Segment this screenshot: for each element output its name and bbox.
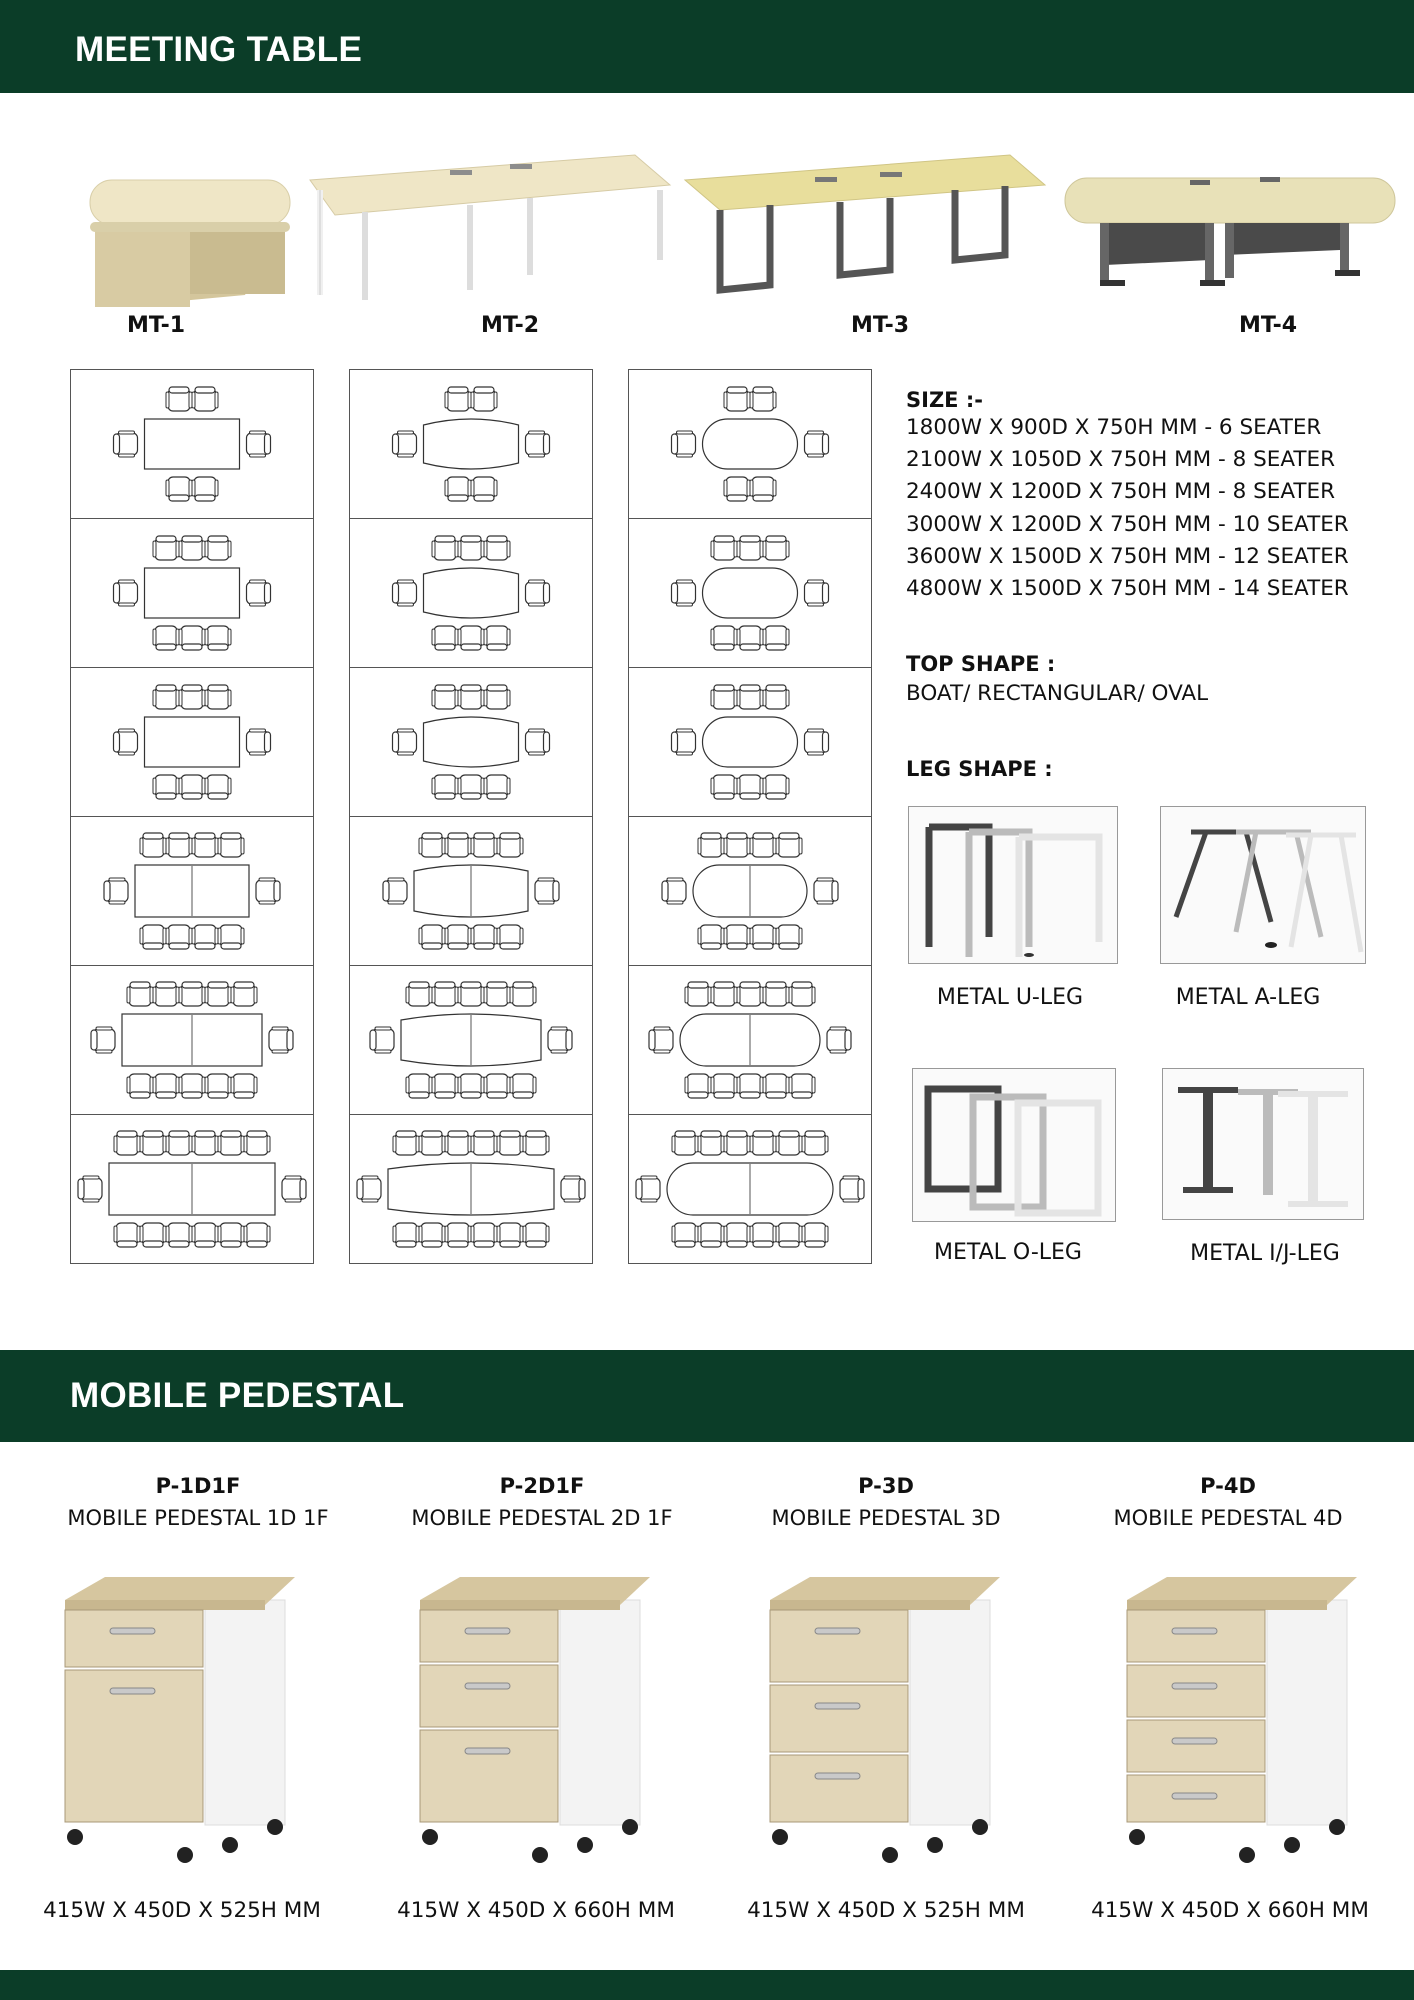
chair-icon xyxy=(510,1074,536,1098)
chair-icon xyxy=(662,878,686,904)
chair-icon xyxy=(192,833,218,857)
chair-icon xyxy=(523,1223,549,1247)
table-top-shape xyxy=(424,568,519,618)
chair-icon xyxy=(445,833,471,857)
pedestal-name: MOBILE PEDESTAL 3D xyxy=(771,1506,1001,1530)
chair-icon xyxy=(445,477,471,501)
seating-layout-cell xyxy=(628,1114,872,1264)
chair-icon xyxy=(419,1223,445,1247)
caster-wheel xyxy=(622,1819,638,1835)
seating-layout-cell xyxy=(70,518,314,668)
pedestal-image-p-1d1f xyxy=(60,1575,310,1869)
chair-icon xyxy=(497,1223,523,1247)
chair-icon xyxy=(458,685,484,709)
chair-icon xyxy=(393,431,417,457)
metal-ij-leg-image xyxy=(1162,1068,1364,1220)
table-top-shape xyxy=(703,419,798,469)
chair-icon xyxy=(763,536,789,560)
chair-icon xyxy=(763,982,789,1006)
top-shape-spec xyxy=(906,652,1208,710)
chair-icon xyxy=(432,685,458,709)
seating-layout-cell xyxy=(349,369,593,519)
chair-icon xyxy=(127,1074,153,1098)
mobile-pedestal-header xyxy=(0,1350,1414,1442)
pedestal-dimensions: 415W X 450D X 525H MM xyxy=(43,1898,321,1923)
table-top-shape xyxy=(145,717,240,767)
chair-icon xyxy=(218,925,244,949)
drawer-handle xyxy=(1172,1738,1217,1744)
size-heading: SIZE :- xyxy=(906,388,983,412)
chair-icon xyxy=(497,1131,523,1155)
chair-icon xyxy=(827,1027,851,1053)
pedestal-image-p-4d xyxy=(1122,1575,1372,1869)
chair-icon xyxy=(471,925,497,949)
chair-icon xyxy=(247,431,271,457)
chair-icon xyxy=(711,626,737,650)
chair-icon xyxy=(419,1131,445,1155)
chair-icon xyxy=(282,1176,306,1202)
chair-icon xyxy=(789,982,815,1006)
chair-icon xyxy=(114,729,138,755)
chair-icon xyxy=(737,536,763,560)
mt-3-image xyxy=(680,150,1050,300)
metal-o-leg-image xyxy=(912,1068,1116,1222)
chair-icon xyxy=(750,925,776,949)
pedestal-name: MOBILE PEDESTAL 2D 1F xyxy=(411,1506,673,1530)
caster-wheel xyxy=(1129,1829,1145,1845)
chair-icon xyxy=(445,1131,471,1155)
chair-icon xyxy=(192,925,218,949)
caster-wheel xyxy=(1239,1847,1255,1863)
size-spec xyxy=(906,388,1349,605)
chair-icon xyxy=(526,580,550,606)
seating-layout-cell xyxy=(628,816,872,966)
table-top-shape xyxy=(145,568,240,618)
chair-icon xyxy=(484,536,510,560)
model-label-mt-2: MT-2 xyxy=(480,313,540,338)
seating-layout-cell xyxy=(628,965,872,1115)
chair-icon xyxy=(140,1131,166,1155)
chair-icon xyxy=(484,626,510,650)
chair-icon xyxy=(205,685,231,709)
model-label-mt-4: MT-4 xyxy=(1238,313,1298,338)
caster-wheel xyxy=(927,1837,943,1853)
leg-shape-spec xyxy=(906,757,1053,781)
chair-icon xyxy=(114,431,138,457)
chair-icon xyxy=(724,477,750,501)
seating-layout-cell xyxy=(70,667,314,817)
drawer-handle xyxy=(1172,1793,1217,1799)
chair-icon xyxy=(737,775,763,799)
chair-icon xyxy=(166,925,192,949)
chair-icon xyxy=(218,833,244,857)
leg-label-u: METAL U-LEG xyxy=(936,985,1084,1010)
chair-icon xyxy=(205,1074,231,1098)
chair-icon xyxy=(526,729,550,755)
chair-icon xyxy=(458,775,484,799)
leg-label-o: METAL O-LEG xyxy=(934,1240,1082,1265)
pedestal-code: P-4D xyxy=(1200,1474,1256,1498)
caster-wheel xyxy=(177,1847,193,1863)
chair-icon xyxy=(750,833,776,857)
chair-icon xyxy=(737,1074,763,1098)
seating-layout-cell xyxy=(70,369,314,519)
drawer-handle xyxy=(815,1628,860,1634)
chair-icon xyxy=(685,982,711,1006)
chair-icon xyxy=(393,1131,419,1155)
caster-wheel xyxy=(577,1837,593,1853)
caster-wheel xyxy=(532,1847,548,1863)
drawer-front xyxy=(420,1665,558,1727)
meeting-table-title: MEETING TABLE xyxy=(75,30,363,69)
chair-icon xyxy=(127,982,153,1006)
chair-icon xyxy=(205,536,231,560)
chair-icon xyxy=(724,1131,750,1155)
seating-layout-cell xyxy=(349,816,593,966)
seating-layout-cell xyxy=(349,1114,593,1264)
chair-icon xyxy=(814,878,838,904)
chair-icon xyxy=(393,580,417,606)
chair-icon xyxy=(153,775,179,799)
chair-icon xyxy=(432,1074,458,1098)
leg-label-a: METAL A-LEG xyxy=(1175,985,1321,1010)
chair-icon xyxy=(763,775,789,799)
chair-icon xyxy=(247,729,271,755)
chair-icon xyxy=(776,833,802,857)
chair-icon xyxy=(458,982,484,1006)
caster-wheel xyxy=(67,1829,83,1845)
chair-icon xyxy=(218,1131,244,1155)
footer-band xyxy=(0,1970,1414,2000)
model-label-mt-1: MT-1 xyxy=(126,313,186,338)
mobile-pedestal-title: MOBILE PEDESTAL xyxy=(70,1376,405,1415)
chair-icon xyxy=(383,878,407,904)
drawer-front xyxy=(1127,1720,1265,1772)
table-top-shape xyxy=(703,717,798,767)
chair-icon xyxy=(458,1074,484,1098)
meeting-table-header xyxy=(0,0,1414,93)
chair-icon xyxy=(419,925,445,949)
pedestal-dimensions: 415W X 450D X 660H MM xyxy=(397,1898,675,1923)
chair-icon xyxy=(672,580,696,606)
chair-icon xyxy=(140,833,166,857)
seating-layout-cell xyxy=(628,667,872,817)
chair-icon xyxy=(724,833,750,857)
chair-icon xyxy=(750,1131,776,1155)
pedestal-dimensions: 415W X 450D X 660H MM xyxy=(1091,1898,1369,1923)
chair-icon xyxy=(192,387,218,411)
chair-icon xyxy=(805,580,829,606)
drawer-handle xyxy=(465,1628,510,1634)
chair-icon xyxy=(526,431,550,457)
pedestal-code: P-2D1F xyxy=(499,1474,585,1498)
drawer-front xyxy=(1127,1665,1265,1717)
chair-icon xyxy=(763,685,789,709)
chair-icon xyxy=(179,685,205,709)
chair-icon xyxy=(114,1131,140,1155)
chair-icon xyxy=(153,626,179,650)
layout-column-oval xyxy=(628,370,872,1264)
chair-icon xyxy=(192,1223,218,1247)
caster-wheel xyxy=(1284,1837,1300,1853)
pedestal-name: MOBILE PEDESTAL 1D 1F xyxy=(67,1506,329,1530)
chair-icon xyxy=(114,580,138,606)
drawer-handle xyxy=(465,1748,510,1754)
chair-icon xyxy=(471,1131,497,1155)
pedestal-code: P-3D xyxy=(858,1474,914,1498)
chair-icon xyxy=(737,982,763,1006)
chair-icon xyxy=(471,477,497,501)
chair-icon xyxy=(484,1074,510,1098)
size-line: 1800W X 900D X 750H MM - 6 SEATER xyxy=(906,415,1322,440)
chair-icon xyxy=(179,775,205,799)
model-label-mt-3: MT-3 xyxy=(850,313,910,338)
chair-icon xyxy=(179,536,205,560)
chair-icon xyxy=(370,1027,394,1053)
chair-icon xyxy=(179,1074,205,1098)
chair-icon xyxy=(140,1223,166,1247)
top-shape-heading: TOP SHAPE : xyxy=(906,652,1056,676)
chair-icon xyxy=(432,536,458,560)
caster-wheel xyxy=(422,1829,438,1845)
chair-icon xyxy=(737,685,763,709)
mt-4-image xyxy=(1060,150,1400,300)
pedestal-dimensions: 415W X 450D X 525H MM xyxy=(747,1898,1025,1923)
chair-icon xyxy=(649,1027,673,1053)
chair-icon xyxy=(205,775,231,799)
seating-layout-cell xyxy=(349,518,593,668)
chair-icon xyxy=(497,925,523,949)
chair-icon xyxy=(104,878,128,904)
chair-icon xyxy=(406,982,432,1006)
chair-icon xyxy=(471,833,497,857)
chair-icon xyxy=(471,387,497,411)
chair-icon xyxy=(484,775,510,799)
chair-icon xyxy=(247,580,271,606)
drawer-front xyxy=(770,1755,908,1822)
chair-icon xyxy=(153,536,179,560)
chair-icon xyxy=(192,1131,218,1155)
chair-icon xyxy=(218,1223,244,1247)
drawer-handle xyxy=(815,1703,860,1709)
drawer-front xyxy=(1127,1610,1265,1662)
chair-icon xyxy=(406,1074,432,1098)
layout-column-rectangular xyxy=(70,370,314,1264)
drawer-front xyxy=(770,1685,908,1752)
chair-icon xyxy=(724,925,750,949)
seating-layout-cell xyxy=(70,965,314,1115)
seating-layout-cell xyxy=(628,518,872,668)
table-top-shape xyxy=(424,717,519,767)
chair-icon xyxy=(698,833,724,857)
pedestal-code: P-1D1F xyxy=(155,1474,241,1498)
table-top-shape xyxy=(703,568,798,618)
chair-icon xyxy=(636,1176,660,1202)
chair-icon xyxy=(458,536,484,560)
chair-icon xyxy=(231,982,257,1006)
chair-icon xyxy=(471,1223,497,1247)
chair-icon xyxy=(205,626,231,650)
table-top-shape xyxy=(145,419,240,469)
chair-icon xyxy=(484,982,510,1006)
caster-wheel xyxy=(222,1837,238,1853)
chair-icon xyxy=(763,626,789,650)
chair-icon xyxy=(497,833,523,857)
chair-icon xyxy=(805,431,829,457)
chair-icon xyxy=(205,982,231,1006)
seating-layout-cell xyxy=(70,816,314,966)
drawer-handle xyxy=(815,1773,860,1779)
chair-icon xyxy=(789,1074,815,1098)
chair-icon xyxy=(153,982,179,1006)
chair-icon xyxy=(432,982,458,1006)
chair-icon xyxy=(711,1074,737,1098)
chair-icon xyxy=(535,878,559,904)
chair-icon xyxy=(672,431,696,457)
chair-icon xyxy=(179,626,205,650)
chair-icon xyxy=(269,1027,293,1053)
drawer-handle xyxy=(465,1683,510,1689)
caster-wheel xyxy=(972,1819,988,1835)
chair-icon xyxy=(393,1223,419,1247)
caster-wheel xyxy=(882,1847,898,1863)
chair-icon xyxy=(357,1176,381,1202)
chair-icon xyxy=(445,925,471,949)
table-top-shape xyxy=(424,419,519,469)
chair-icon xyxy=(711,685,737,709)
chair-icon xyxy=(548,1027,572,1053)
chair-icon xyxy=(672,1131,698,1155)
chair-icon xyxy=(419,833,445,857)
chair-icon xyxy=(231,1074,257,1098)
size-line: 2400W X 1200D X 750H MM - 8 SEATER xyxy=(906,479,1336,505)
chair-icon xyxy=(166,1131,192,1155)
drawer-handle xyxy=(110,1688,155,1694)
top-shape-value: BOAT/ RECTANGULAR/ OVAL xyxy=(906,681,1209,706)
chair-icon xyxy=(166,1223,192,1247)
pedestal-image-p-2d1f xyxy=(415,1575,665,1869)
drawer-handle xyxy=(1172,1683,1217,1689)
drawer-front xyxy=(770,1610,908,1682)
chair-icon xyxy=(776,1223,802,1247)
metal-u-leg-image xyxy=(908,806,1118,964)
layout-column-boat xyxy=(349,370,593,1264)
chair-icon xyxy=(711,982,737,1006)
chair-icon xyxy=(393,729,417,755)
chair-icon xyxy=(737,626,763,650)
drawer-front xyxy=(420,1610,558,1662)
leg-shape-heading: LEG SHAPE : xyxy=(906,757,1053,781)
chair-icon xyxy=(711,536,737,560)
chair-icon xyxy=(724,1223,750,1247)
chair-icon xyxy=(510,982,536,1006)
chair-icon xyxy=(802,1223,828,1247)
chair-icon xyxy=(445,387,471,411)
chair-icon xyxy=(750,1223,776,1247)
chair-icon xyxy=(244,1131,270,1155)
chair-icon xyxy=(802,1131,828,1155)
caster-wheel xyxy=(267,1819,283,1835)
chair-icon xyxy=(711,775,737,799)
chair-icon xyxy=(776,925,802,949)
chair-icon xyxy=(840,1176,864,1202)
chair-icon xyxy=(685,1074,711,1098)
chair-icon xyxy=(166,387,192,411)
chair-icon xyxy=(698,1131,724,1155)
chair-icon xyxy=(432,775,458,799)
drawer-front xyxy=(420,1730,558,1822)
chair-icon xyxy=(179,982,205,1006)
chair-icon xyxy=(432,626,458,650)
chair-icon xyxy=(114,1223,140,1247)
chair-icon xyxy=(672,1223,698,1247)
chair-icon xyxy=(776,1131,802,1155)
chair-icon xyxy=(763,1074,789,1098)
size-line: 4800W X 1500D X 750H MM - 14 SEATER xyxy=(906,576,1349,602)
drawer-handle xyxy=(110,1628,155,1634)
metal-a-leg-image xyxy=(1160,806,1366,964)
chair-icon xyxy=(445,1223,471,1247)
chair-icon xyxy=(672,729,696,755)
mt-2-image xyxy=(305,150,675,305)
pedestal-name: MOBILE PEDESTAL 4D xyxy=(1113,1506,1343,1530)
caster-wheel xyxy=(1329,1819,1345,1835)
chair-icon xyxy=(805,729,829,755)
seating-layout-cell xyxy=(70,1114,314,1264)
chair-icon xyxy=(166,477,192,501)
chair-icon xyxy=(256,878,280,904)
chair-icon xyxy=(724,387,750,411)
chair-icon xyxy=(166,833,192,857)
chair-icon xyxy=(561,1176,585,1202)
drawer-front xyxy=(65,1610,203,1667)
chair-icon xyxy=(192,477,218,501)
chair-icon xyxy=(750,387,776,411)
chair-icon xyxy=(484,685,510,709)
mt-1-image xyxy=(45,150,295,310)
pedestal-image-p-3d xyxy=(765,1575,1015,1869)
leg-label-ij: METAL I/J-LEG xyxy=(1190,1241,1340,1266)
chair-icon xyxy=(153,1074,179,1098)
chair-icon xyxy=(698,1223,724,1247)
chair-icon xyxy=(78,1176,102,1202)
chair-icon xyxy=(458,626,484,650)
size-line: 2100W X 1050D X 750H MM - 8 SEATER xyxy=(906,447,1336,473)
caster-wheel xyxy=(772,1829,788,1845)
chair-icon xyxy=(140,925,166,949)
seating-layout-cell xyxy=(349,667,593,817)
size-line: 3000W X 1200D X 750H MM - 10 SEATER xyxy=(906,511,1349,537)
chair-icon xyxy=(750,477,776,501)
chair-icon xyxy=(153,685,179,709)
drawer-handle xyxy=(1172,1628,1217,1634)
seating-layout-cell xyxy=(628,369,872,519)
seating-layout-cell xyxy=(349,965,593,1115)
chair-icon xyxy=(698,925,724,949)
chair-icon xyxy=(523,1131,549,1155)
chair-icon xyxy=(244,1223,270,1247)
chair-icon xyxy=(91,1027,115,1053)
size-line: 3600W X 1500D X 750H MM - 12 SEATER xyxy=(906,543,1349,569)
